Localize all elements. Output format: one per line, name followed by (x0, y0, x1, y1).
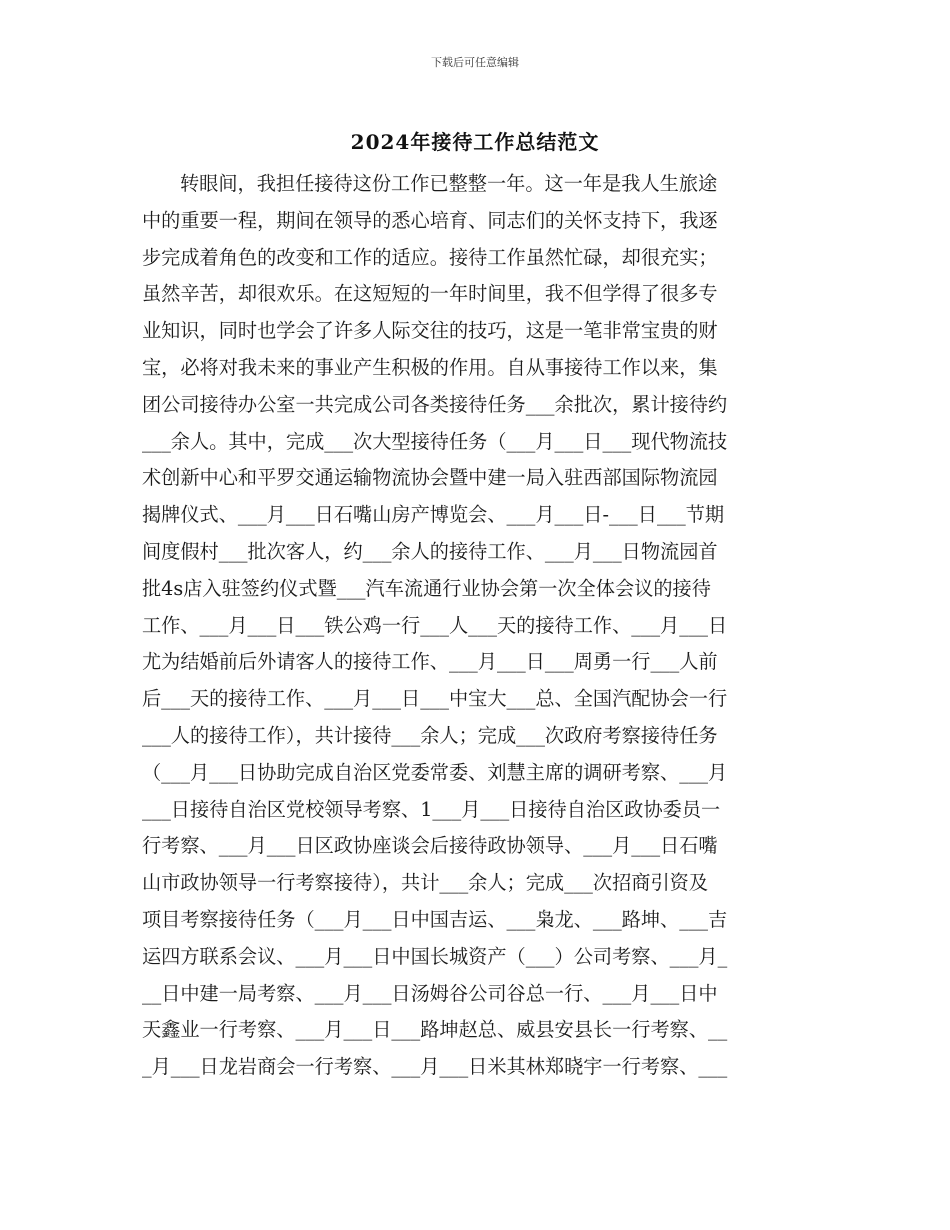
paragraph-line: 尤为结婚前后外请客人的接待工作、___月___日___周勇一行___人前 (142, 650, 718, 674)
paragraph-line: 批4s店入驻签约仪式暨___汽车流通行业协会第一次全体会议的接待 (142, 576, 711, 600)
paragraph-line: ___人的接待工作），共计接待___余人；完成___次政府考察接待任务 (142, 723, 718, 747)
paragraph-line: 业知识，同时也学会了许多人际交往的技巧，这是一笔非常宝贵的财 (142, 319, 718, 343)
document-body (142, 166, 814, 1086)
paragraph-line: 转眼间，我担任接待这份工作已整整一年。这一年是我人生旅途 (180, 172, 718, 195)
paragraph-line: （___月___日协助完成自治区党委常委、刘慧主席的调研考察、___月 (142, 760, 728, 784)
paragraph-line: _月___日龙岩商会一行考察、___月___日米其林郑晓宇一行考察、___ (142, 1055, 728, 1079)
paragraph-line: 运四方联系会议、___月___日中国长城资产（___）公司考察、___月_ (142, 944, 728, 968)
paragraph-line: 天鑫业一行考察、___月___日___路坤赵总、威县安县长一行考察、__ (142, 1018, 728, 1042)
paragraph-line: 宝，必将对我未来的事业产生积极的作用。自从事接待工作以来，集 (142, 355, 718, 379)
paragraph-line: 行考察、___月___日区政协座谈会后接待政协领导、___月___日石嘴 (142, 834, 718, 858)
paragraph-line: 后___天的接待工作、___月___日___中宝大___总、全国汽配协会一行 (142, 687, 728, 711)
paragraph-line: 中的重要一程，期间在领导的悉心培育、同志们的关怀支持下，我逐 (142, 208, 718, 232)
paragraph-line: 团公司接待办公室一共完成公司各类接待任务___余批次，累计接待约 (142, 392, 728, 416)
paragraph-line: 项目考察接待任务（___月___日中国吉运、___枭龙、___路坤、___吉 (142, 907, 728, 931)
paragraph-line: 间度假村___批次客人，约___余人的接待工作、___月___日物流园首 (142, 539, 718, 563)
paragraph-line: ___日接待自治区党校领导考察、1___月___日接待自治区政协委员一 (142, 797, 721, 821)
paragraph-line: 虽然辛苦，却很欢乐。在这短短的一年时间里，我不但学得了很多专 (142, 282, 718, 306)
paragraph-line: 步完成着角色的改变和工作的适应。接待工作虽然忙碌，却很充实； (142, 245, 718, 269)
paragraph-line: 术创新中心和平罗交通运输物流协会暨中建一局入驻西部国际物流园 (142, 466, 718, 490)
paragraph-line: 山市政协领导一行考察接待），共计___余人；完成___次招商引资及 (142, 871, 709, 895)
document-title: 2024年接待工作总结范文 (350, 130, 600, 154)
paragraph-line: ___余人。其中，完成___次大型接待任务（___月___日___现代物流技 (142, 429, 728, 453)
paragraph-line: __日中建一局考察、___月___日汤姆谷公司谷总一行、___月___日中 (142, 981, 718, 1005)
paragraph-line: 工作、___月___日___铁公鸡一行___人___天的接待工作、___月___日 (142, 613, 728, 637)
page-header: 下载后可任意编辑 (431, 56, 519, 69)
paragraph-line: 揭牌仪式、___月___日石嘴山房产博览会、___月___日-___日___节期 (142, 503, 725, 527)
